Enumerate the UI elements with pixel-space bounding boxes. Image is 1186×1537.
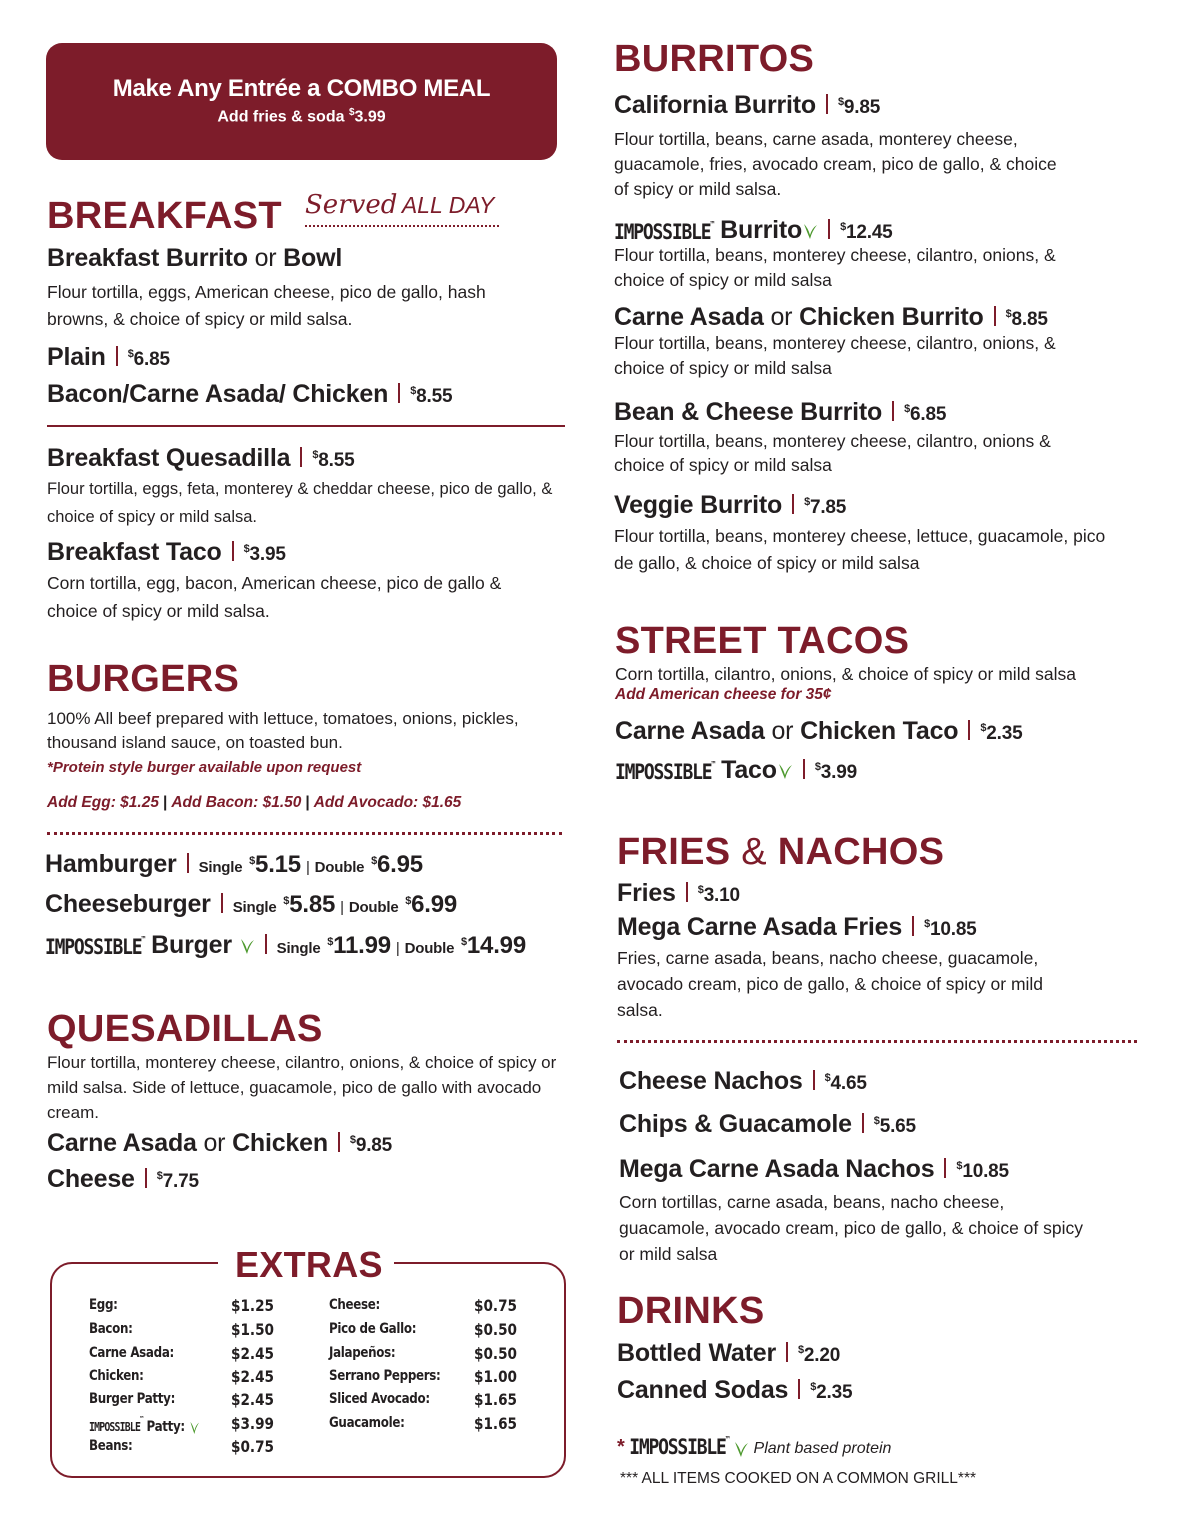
extra-price: $1.00: [474, 1367, 518, 1386]
extra-price: $1.50: [231, 1320, 275, 1339]
california-burrito-desc: Flour tortilla, beans, carne asada, monterey cheese, guacamole, fries, avocado cream, pico de gallo, & choice of spicy or mild salsa.: [614, 129, 1057, 199]
impossible-legend: * IMPOSSIBLE™ Plant based protein: [617, 1434, 892, 1461]
quesadilla-carne: Carne Asada or Chicken $9.85: [47, 1129, 393, 1157]
street-tacos-title: STREET TACOS: [615, 620, 910, 662]
leaf-icon: [733, 1440, 749, 1458]
impossible-burrito: IMPOSSIBLE™ Burrito $12.45: [614, 216, 893, 246]
carne-chicken-burrito-desc: Flour tortilla, beans, monterey cheese, cilantro, onions, & choice of spicy or mild salsa: [614, 333, 1056, 378]
burger-addons: Add Egg: $1.25 | Add Bacon: $1.50 | Add Avocado: $1.65: [47, 794, 462, 811]
extra-name: Egg:: [89, 1297, 118, 1313]
street-tacos-desc: Corn tortilla, cilantro, onions, & choice of spicy or mild salsa: [615, 664, 1077, 684]
extra-price: $2.45: [231, 1367, 275, 1386]
leaf-icon: [189, 1420, 200, 1435]
chips-guacamole: Chips & Guacamole $5.65: [619, 1110, 916, 1138]
extra-name: Pico de Gallo:: [329, 1321, 417, 1337]
impossible-logo: IMPOSSIBLE™: [615, 759, 715, 786]
extra-impossible-patty: IMPOSSIBLE™ Patty:: [89, 1415, 199, 1435]
mega-nachos-desc: Corn tortillas, carne asada, beans, nacho cheese, guacamole, avocado cream, pico de gallo, & choice of spicy or mild salsa: [619, 1192, 1084, 1264]
canned-sodas: Canned Sodas $2.35: [617, 1376, 853, 1404]
bottled-water: Bottled Water $2.20: [617, 1339, 841, 1367]
breakfast-taco-desc: Corn tortilla, egg, bacon, American cheese, pico de gallo & choice of spicy or mild salsa.: [47, 573, 502, 621]
burger-row-cheeseburger: Cheeseburger Single $5.85 | Double $6.99: [45, 890, 458, 918]
quesadilla-cheese: Cheese $7.75: [47, 1165, 199, 1193]
extra-name: Burger Patty:: [89, 1391, 175, 1407]
extra-price: $2.45: [231, 1344, 275, 1363]
combo-banner: [46, 43, 557, 160]
fries: Fries $3.10: [617, 879, 740, 907]
breakfast-burrito-desc: Flour tortilla, eggs, American cheese, pico de gallo, hash browns, & choice of spicy or mild salsa.: [47, 282, 486, 329]
impossible-taco: IMPOSSIBLE™ Taco $3.99: [615, 756, 857, 786]
carne-chicken-taco: Carne Asada or Chicken Taco $2.35: [615, 717, 1023, 745]
mega-fries-desc: Fries, carne asada, beans, nacho cheese, guacamole, avocado cream, pico de gallo, & choice of spicy or mild salsa.: [617, 948, 1044, 1020]
cheese-nachos: Cheese Nachos $4.65: [619, 1067, 867, 1095]
breakfast-divider: [47, 425, 565, 427]
burger-row-hamburger: Hamburger Single $5.15 | Double $6.95: [45, 850, 423, 878]
breakfast-taco: Breakfast Taco $3.95: [47, 538, 286, 566]
fries-dotted-divider: [617, 1040, 1137, 1043]
served-underline: [305, 225, 499, 227]
extra-price: $2.45: [231, 1390, 275, 1409]
extra-name: Jalapeños:: [329, 1345, 396, 1361]
veggie-burrito: Veggie Burrito $7.85: [614, 491, 847, 519]
burgers-title: BURGERS: [47, 658, 240, 700]
burger-row-impossible: IMPOSSIBLE™ Burger Single $11.99 | Double $14.99: [45, 931, 526, 961]
combo-title: Make Any Entrée a COMBO MEAL: [112, 75, 491, 102]
extra-name: Bacon:: [89, 1321, 133, 1337]
quesadillas-desc: Flour tortilla, monterey cheese, cilantro, onions, & choice of spicy or mild salsa. Side of lettuce, guacamole, pico de gallo with avocado cream.: [47, 1053, 557, 1122]
leaf-icon: [802, 222, 818, 240]
mega-fries: Mega Carne Asada Fries $10.85: [617, 913, 977, 941]
fries-nachos-title: FRIES & NACHOS: [617, 831, 945, 873]
breakfast-burrito-bowl: Breakfast Burrito or Bowl: [47, 244, 343, 272]
breakfast-quesadilla: Breakfast Quesadilla $8.55: [47, 444, 355, 472]
protein-note: *Protein style burger available upon request: [47, 759, 362, 776]
breakfast-title: BREAKFAST: [47, 195, 282, 237]
extra-name: Carne Asada:: [89, 1345, 174, 1361]
tacos-cheese-note: Add American cheese for 35¢: [615, 686, 832, 703]
combo-subtitle: Add fries & soda $3.99: [217, 107, 386, 126]
extra-price: $1.65: [474, 1414, 518, 1433]
leaf-icon: [777, 762, 793, 780]
extra-name: Cheese:: [329, 1297, 380, 1313]
quesadillas-title: QUESADILLAS: [47, 1008, 323, 1050]
mega-nachos: Mega Carne Asada Nachos $10.85: [619, 1155, 1009, 1183]
veggie-burrito-desc: Flour tortilla, beans, monterey cheese, lettuce, guacamole, pico de gallo, & choice of spicy or mild salsa: [614, 526, 1106, 573]
breakfast-quesadilla-desc: Flour tortilla, eggs, feta, monterey & cheddar cheese, pico de gallo, & choice of spicy or mild salsa.: [47, 480, 553, 526]
extra-price: $3.99: [231, 1414, 275, 1433]
common-grill-note: *** ALL ITEMS COOKED ON A COMMON GRILL***: [620, 1470, 977, 1487]
burritos-title: BURRITOS: [614, 38, 815, 80]
extra-name: Beans:: [89, 1438, 133, 1454]
impossible-logo: IMPOSSIBLE™: [629, 1434, 729, 1461]
extra-price: $1.65: [474, 1390, 518, 1409]
extra-name: Serrano Peppers:: [329, 1368, 441, 1384]
breakfast-bacon: Bacon/Carne Asada/ Chicken $8.55: [47, 380, 453, 408]
carne-chicken-burrito: Carne Asada or Chicken Burrito $8.85: [614, 303, 1048, 331]
extra-price: $0.50: [474, 1320, 518, 1339]
california-burrito: California Burrito $9.85: [614, 91, 881, 119]
extra-price: $1.25: [231, 1296, 275, 1315]
drinks-title: DRINKS: [617, 1290, 765, 1332]
served-all-day: Served ALL DAY: [305, 190, 495, 220]
extra-name: Guacamole:: [329, 1415, 405, 1431]
leaf-icon: [239, 937, 255, 955]
extras-title: EXTRAS: [235, 1244, 383, 1285]
impossible-logo: IMPOSSIBLE™: [614, 219, 714, 246]
extra-price: $0.50: [474, 1344, 518, 1363]
impossible-logo: IMPOSSIBLE™: [45, 934, 145, 961]
extra-name: Chicken:: [89, 1368, 144, 1384]
bean-cheese-burrito-desc: Flour tortilla, beans, monterey cheese, cilantro, onions & choice of spicy or mild salsa: [614, 431, 1051, 475]
extra-price: $0.75: [474, 1296, 518, 1315]
burgers-dotted-divider: [47, 832, 562, 835]
bean-cheese-burrito: Bean & Cheese Burrito $6.85: [614, 398, 947, 426]
burgers-desc: 100% All beef prepared with lettuce, tomatoes, onions, pickles, thousand island sauce, on toasted bun.: [47, 709, 519, 752]
extra-name: Sliced Avocado:: [329, 1391, 430, 1407]
impossible-burrito-desc: Flour tortilla, beans, monterey cheese, cilantro, onions, & choice of spicy or mild salsa: [614, 245, 1056, 290]
breakfast-plain: Plain $6.85: [47, 343, 170, 371]
extra-price: $0.75: [231, 1437, 275, 1456]
